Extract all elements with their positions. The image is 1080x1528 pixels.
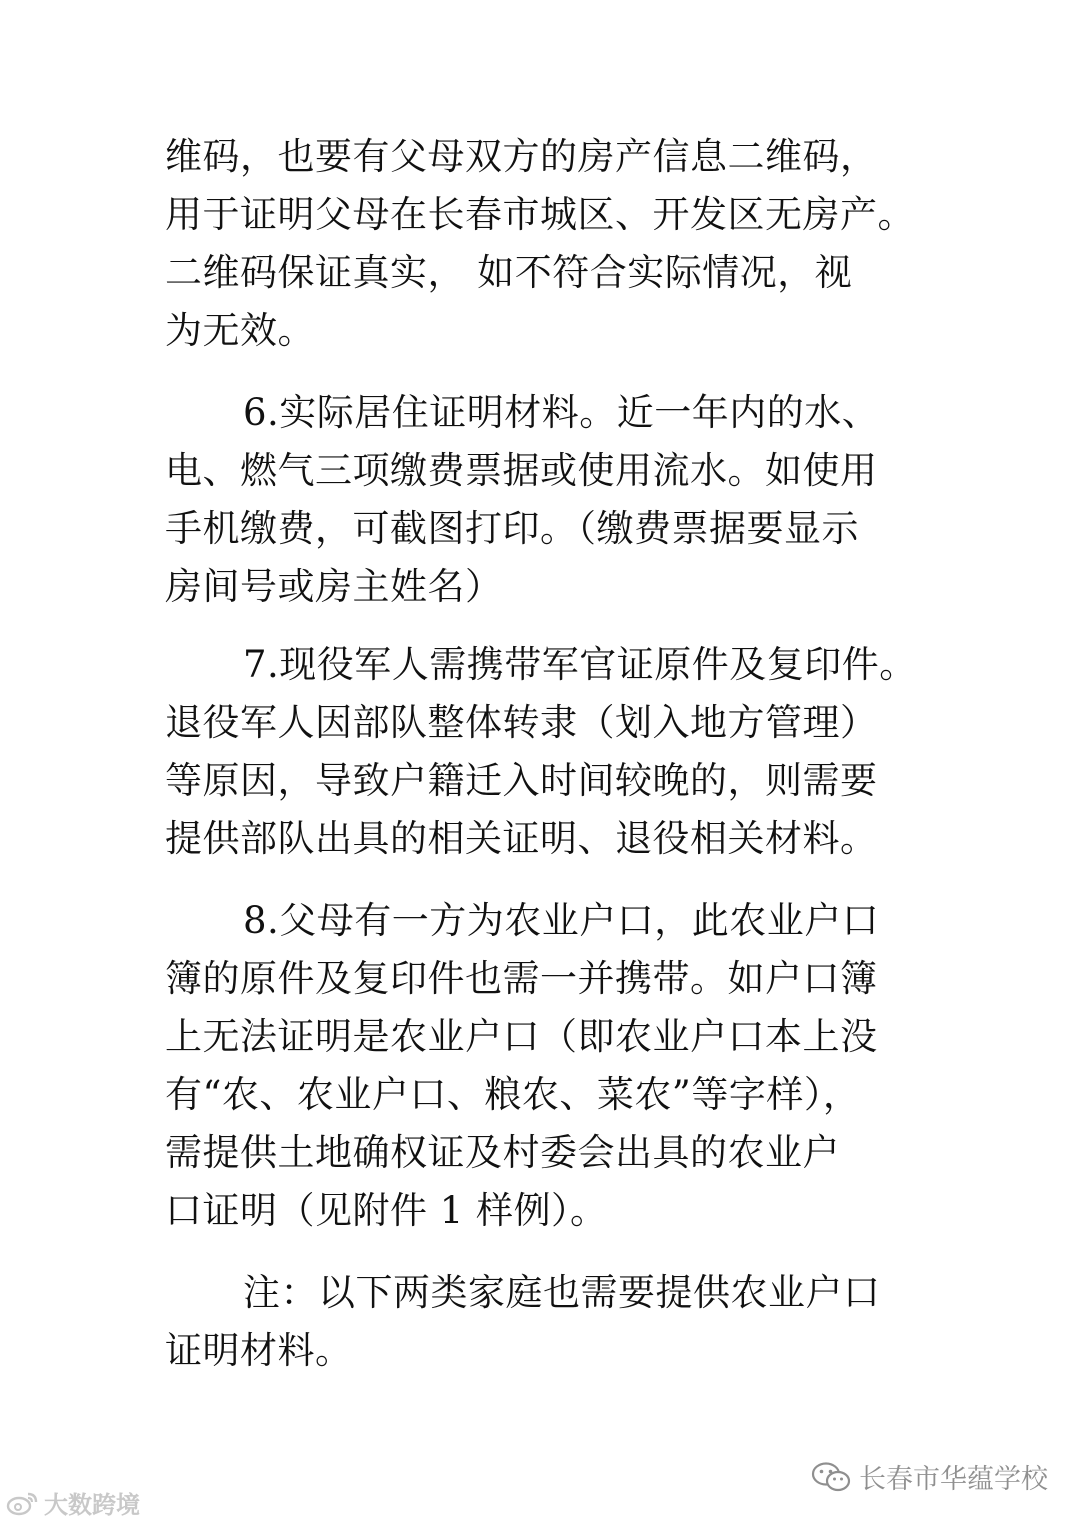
text-line: 证明材料。 — [165, 1329, 353, 1372]
document-body — [165, 128, 925, 1380]
text-line: 注：以下两类家庭也需要提供农业户口 — [243, 1271, 881, 1314]
text-line: 有“农、农业户口、粮农、菜农”等字样）， — [165, 1073, 861, 1116]
paragraph-item-8 — [165, 892, 925, 1240]
wechat-watermark — [811, 1457, 1048, 1496]
wechat-account-name: 长春市华蕴学校 — [859, 1464, 1048, 1495]
text-line: 为无效。 — [165, 309, 315, 352]
text-line: 上无法证明是农业户口（即农业户口本上没 — [165, 1015, 878, 1058]
text-line: 退役军人因部队整体转隶（划入地方管理） — [165, 701, 878, 744]
text-line: 房间号或房主姓名） — [165, 565, 503, 608]
paragraph-gap — [165, 360, 925, 384]
paragraph-gap — [165, 616, 925, 636]
text-line: 维码，也要有父母双方的房产信息二维码， — [165, 135, 878, 178]
text-line: 口证明（见附件 1 样例）。 — [165, 1189, 608, 1232]
weibo-icon — [6, 1490, 40, 1516]
text-line: 需提供土地确权证及村委会出具的农业户 — [165, 1131, 840, 1174]
paragraph-item-7 — [165, 636, 925, 868]
paragraph-qr-code-continuation — [165, 128, 925, 360]
text-line: 手机缴费，可截图打印。（缴费票据要显示 — [165, 507, 859, 550]
text-line: 电、燃气三项缴费票据或使用流水。如使用 — [165, 449, 878, 492]
text-line: 提供部队出具的相关证明、退役相关材料。 — [165, 817, 878, 860]
paragraph-gap — [165, 868, 925, 892]
text-line: 8.父母有一方为农业户口，此农业户口 — [243, 899, 880, 942]
text-line: 7.现役军人需携带军官证原件及复印件。 — [243, 643, 917, 686]
paragraph-note — [165, 1264, 925, 1380]
text-line: 等原因，导致户籍迁入时间较晚的，则需要 — [165, 759, 878, 802]
wechat-icon — [811, 1461, 851, 1493]
weibo-account-name: 大数跨境 — [44, 1491, 140, 1519]
text-line: 簿的原件及复印件也需一并携带。如户口簿 — [165, 957, 878, 1000]
text-line: 用于证明父母在长春市城区、开发区无房产。 — [165, 193, 915, 236]
paragraph-item-6 — [165, 384, 925, 616]
paragraph-gap — [165, 1240, 925, 1264]
text-line: 二维码保证真实， 如不符合实际情况，视 — [165, 251, 853, 294]
weibo-watermark — [6, 1485, 140, 1520]
text-line: 6.实际居住证明材料。近一年内的水、 — [243, 391, 880, 434]
